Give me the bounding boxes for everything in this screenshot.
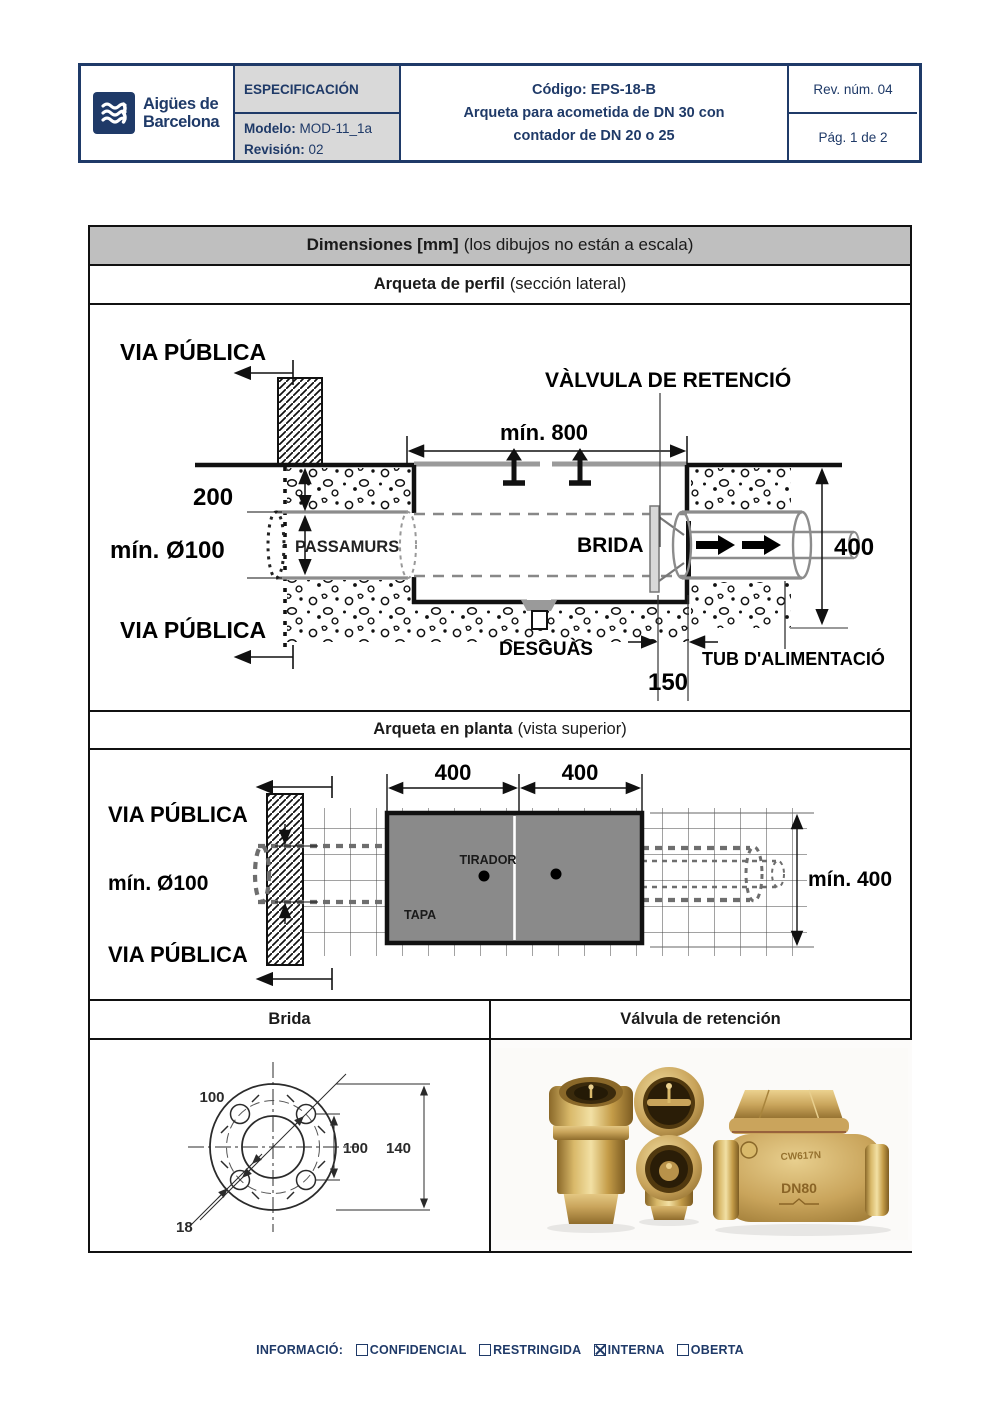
bottom-headers-row: [90, 1001, 910, 1040]
tirador-label: TIRADOR: [459, 853, 517, 868]
logo-wordmark: [143, 95, 219, 131]
via-publica-top-label: VIA PÚBLICA: [120, 338, 267, 365]
planta-top-view-drawing: [90, 750, 914, 1001]
modelo-revision-cell: [235, 114, 399, 160]
chamber-walls: [412, 465, 689, 604]
dimensions-header-bold: Dimensiones [mm]: [306, 235, 459, 255]
valvula-header-cell: Válvula de retención: [489, 1001, 910, 1038]
revision-row: [244, 139, 399, 160]
waves-icon: [97, 96, 131, 130]
planta-title-bold: Arqueta en planta: [373, 720, 513, 739]
dim-400-right-label: 400: [561, 760, 599, 786]
perfil-section-drawing: [90, 305, 914, 712]
dimensions-header-note: (los dibujos no están a escala): [463, 235, 694, 255]
dimensions-header-row: [90, 227, 910, 266]
footer-label: INFORMACIÓ:: [256, 1343, 344, 1357]
revision-label: Revisión:: [244, 142, 305, 157]
dim-min-800-label: mín. 800: [500, 419, 589, 445]
dim-400-400: [387, 774, 642, 812]
tirador-dot-left: [479, 871, 490, 882]
dim-diag-100-label: 100: [199, 1089, 225, 1106]
brida-flange-drawing: [90, 1040, 489, 1246]
valve-marking-dn: DN80: [781, 1180, 817, 1196]
page-number: Pág. 1 de 2: [818, 129, 888, 145]
tapa-label: TAPA: [404, 908, 437, 923]
footer-classification: [0, 1343, 1000, 1357]
tub-alimentacio-label: TUB D'ALIMENTACIÓ: [702, 648, 885, 669]
valve-photos-cell: [489, 1040, 912, 1251]
passamurs-label: PASSAMURS: [295, 537, 400, 556]
logo-line1: Aigües de: [143, 95, 219, 113]
perfil-title-bold: Arqueta de perfil: [373, 274, 505, 293]
dim-min-o100-plan-label: mín. Ø100: [108, 872, 209, 896]
planta-title-row: [90, 712, 910, 751]
modelo-value: MOD-11_1a: [295, 121, 373, 136]
dim-min-400-label: mín. 400: [808, 868, 893, 892]
document-title-line1: Arqueta para acometida de DN 30 con: [463, 104, 725, 121]
dim-140-label: 140: [386, 1140, 412, 1157]
planta-title-note: (vista superior): [517, 720, 627, 739]
cover-handle-icons: [503, 449, 591, 483]
checkbox-oberta: [677, 1344, 689, 1356]
rev-number: Rev. núm. 04: [789, 66, 917, 114]
logo-cell: [81, 66, 233, 160]
flow-arrow-icons: [696, 535, 781, 555]
checkbox-confidencial: [356, 1344, 368, 1356]
hatched-wall: [278, 378, 322, 466]
footer-item-interna-label: INTERNA: [607, 1343, 665, 1357]
dimensions-table: [88, 225, 912, 1253]
tirador-dot-right: [551, 869, 562, 880]
footer-item-restringida-label: RESTRINGIDA: [493, 1343, 581, 1357]
footer-item-confidencial: [356, 1343, 467, 1357]
dim-400-label: 400: [834, 533, 875, 561]
desguas-label: DESGUÀS: [499, 638, 593, 660]
logo-line2: Barcelona: [143, 113, 220, 131]
revision-page-cell: [787, 66, 917, 160]
revision-value: 02: [304, 142, 324, 157]
valvula-retencio-label: VÀLVULA DE RETENCIÓ: [545, 368, 792, 392]
hatched-wall-plan: [267, 794, 303, 965]
small-check-valve-top-photo: [634, 1067, 704, 1137]
via-publica-plan-bottom-arrow: [258, 968, 332, 990]
planta-drawing-cell: [90, 750, 910, 1001]
dim-18-leader: [190, 1154, 262, 1226]
check-valve-photos: [491, 1040, 912, 1246]
perfil-drawing-cell: [90, 305, 910, 712]
via-publica-plan-top-label: VIA PÚBLICA: [108, 802, 248, 828]
dim-150-label: 150: [647, 668, 689, 696]
dim-200-label: 200: [193, 483, 234, 511]
pipe-path-dashed: [414, 514, 687, 576]
via-publica-bottom-label: VIA PÚBLICA: [120, 616, 267, 643]
document-code: Código: EPS-18-B: [531, 81, 657, 98]
aigues-barcelona-logo-icon: [93, 92, 135, 134]
checkbox-interna-checked: [594, 1344, 606, 1356]
modelo-label: Modelo:: [244, 121, 296, 136]
valve-marking-cw: CW617N: [780, 1149, 822, 1164]
dim-18-label: 18: [176, 1219, 193, 1236]
perfil-title-row: [90, 266, 910, 305]
document-title-block: [78, 63, 922, 163]
perfil-title-note: (sección lateral): [509, 274, 627, 293]
brida-header-cell: Brida: [268, 1010, 311, 1029]
via-publica-bottom-arrow: [236, 645, 293, 669]
dim-min-o100-label: mín. Ø100: [110, 536, 225, 564]
spec-cell: [233, 66, 401, 160]
modelo-row: [244, 118, 399, 139]
footer-item-interna: [594, 1343, 665, 1357]
document-title-line2: contador de DN 20 o 25: [513, 127, 675, 144]
footer-item-confidencial-label: CONFIDENCIAL: [369, 1343, 467, 1357]
brida-label: BRIDA: [577, 533, 644, 557]
footer-item-oberta: [677, 1343, 744, 1357]
bottom-content-row: [90, 1040, 910, 1251]
brida-drawing-cell: [90, 1040, 489, 1251]
dim-400-left-label: 400: [434, 760, 472, 786]
checkbox-restringida: [479, 1344, 491, 1356]
footer-item-restringida: [479, 1343, 581, 1357]
via-publica-plan-bottom-label: VIA PÚBLICA: [108, 942, 248, 968]
title-cell: [401, 66, 787, 160]
dim-100-label: 100: [343, 1140, 369, 1157]
footer-item-oberta-label: OBERTA: [690, 1343, 744, 1357]
especificacion-label: ESPECIFICACIÓN: [235, 66, 399, 114]
